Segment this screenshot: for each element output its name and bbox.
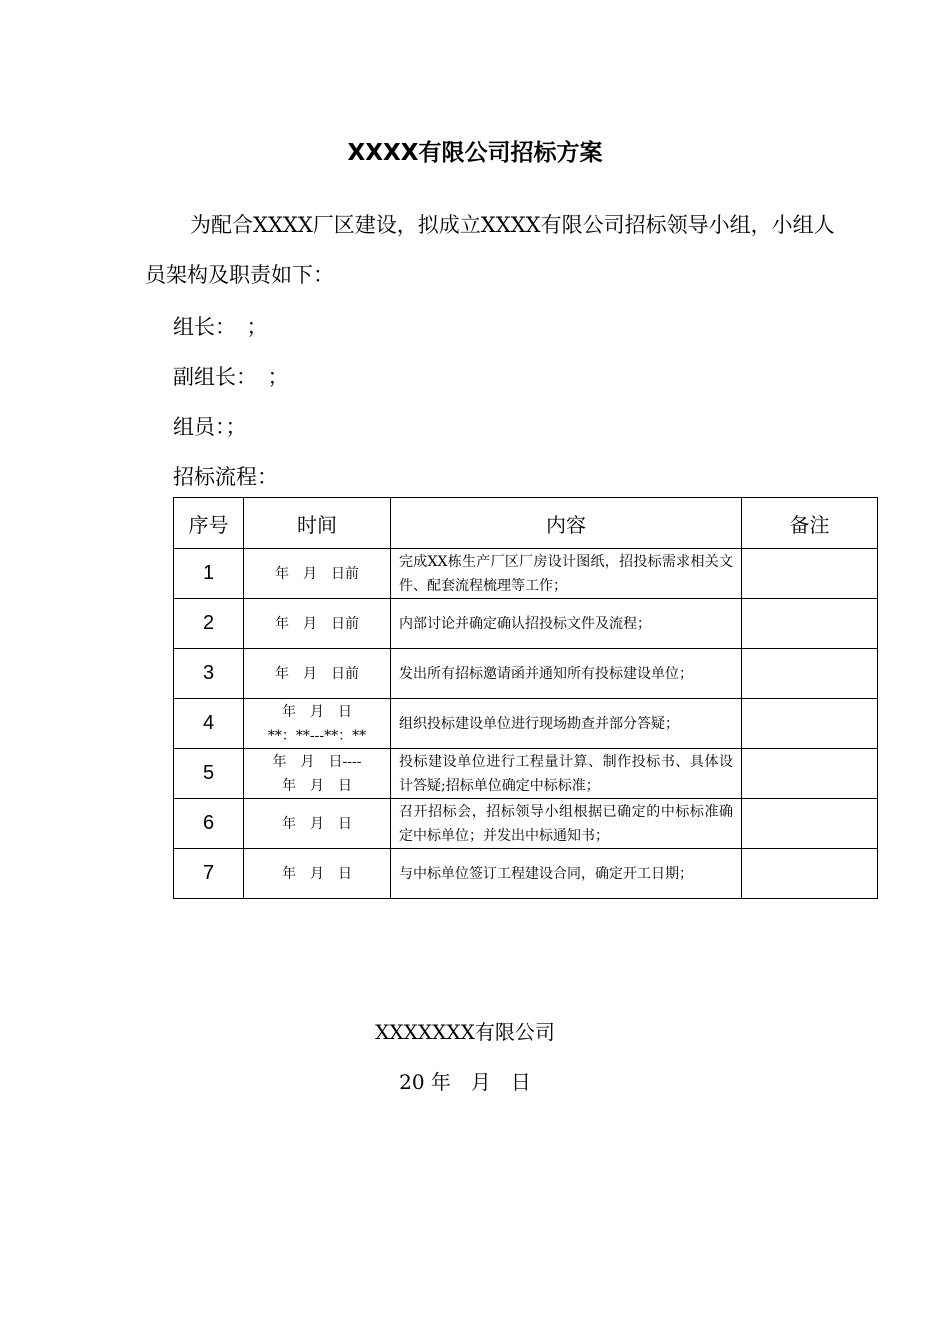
signature-company: XXXXXXX有限公司 bbox=[375, 1020, 555, 1044]
row-note bbox=[742, 799, 878, 849]
row-content: 与中标单位签订工程建设合同，确定开工日期； bbox=[391, 849, 742, 899]
row-number: 4 bbox=[174, 699, 244, 749]
table-row bbox=[174, 599, 878, 649]
row-content: 内部讨论并确定确认招投标文件及流程； bbox=[391, 599, 742, 649]
row-time: 年 月 日前 bbox=[244, 649, 391, 699]
row-number: 2 bbox=[174, 599, 244, 649]
header-note: 备注 bbox=[742, 498, 878, 549]
row-content: 发出所有招标邀请函并通知所有投标建设单位； bbox=[391, 649, 742, 699]
row-content: 投标建设单位进行工程量计算、制作投标书、具体设计答疑;招标单位确定中标标准； bbox=[391, 749, 742, 799]
row-content: 完成XX栋生产厂区厂房设计图纸，招投标需求相关文件、配套流程梳理等工作； bbox=[391, 549, 742, 599]
row-note bbox=[742, 549, 878, 599]
table-row bbox=[174, 749, 878, 799]
row-note bbox=[742, 599, 878, 649]
row-time: 年 月 日---- 年 月 日 bbox=[244, 749, 391, 799]
table-row bbox=[174, 699, 878, 749]
row-time: 年 月 日前 bbox=[244, 599, 391, 649]
leader-line: 组长： ； bbox=[173, 315, 268, 339]
deputy-leader-line: 副组长： ； bbox=[173, 365, 289, 389]
header-content: 内容 bbox=[391, 498, 742, 549]
row-content: 组织投标建设单位进行现场勘查并部分答疑； bbox=[391, 699, 742, 749]
row-time: 年 月 日前 bbox=[244, 549, 391, 599]
signature-date: 20 年 月 日 bbox=[399, 1070, 531, 1094]
row-note bbox=[742, 649, 878, 699]
row-number: 1 bbox=[174, 549, 244, 599]
row-content: 召开招标会，招标领导小组根据已确定的中标标准确定中标单位；并发出中标通知书； bbox=[391, 799, 742, 849]
table-row bbox=[174, 849, 878, 899]
process-heading: 招标流程： bbox=[173, 465, 278, 489]
row-note bbox=[742, 849, 878, 899]
table-row bbox=[174, 649, 878, 699]
members-line: 组员：； bbox=[173, 415, 247, 439]
row-time: 年 月 日 **：**---**：** bbox=[244, 699, 391, 749]
header-number: 序号 bbox=[174, 498, 244, 549]
table-row bbox=[174, 799, 878, 849]
document-title: XXXX有限公司招标方案 bbox=[347, 140, 603, 166]
row-note bbox=[742, 749, 878, 799]
row-number: 6 bbox=[174, 799, 244, 849]
row-number: 7 bbox=[174, 849, 244, 899]
row-number: 3 bbox=[174, 649, 244, 699]
table-row bbox=[174, 549, 878, 599]
row-number: 5 bbox=[174, 749, 244, 799]
row-time: 年 月 日 bbox=[244, 849, 391, 899]
bidding-process-table bbox=[173, 497, 878, 899]
table-header-row bbox=[174, 498, 878, 549]
intro-paragraph: 为配合XXXX厂区建设，拟成立XXXX有限公司招标领导小组，小组人员架构及职责如下： bbox=[145, 213, 835, 287]
row-time: 年 月 日 bbox=[244, 799, 391, 849]
row-note bbox=[742, 699, 878, 749]
header-time: 时间 bbox=[244, 498, 391, 549]
